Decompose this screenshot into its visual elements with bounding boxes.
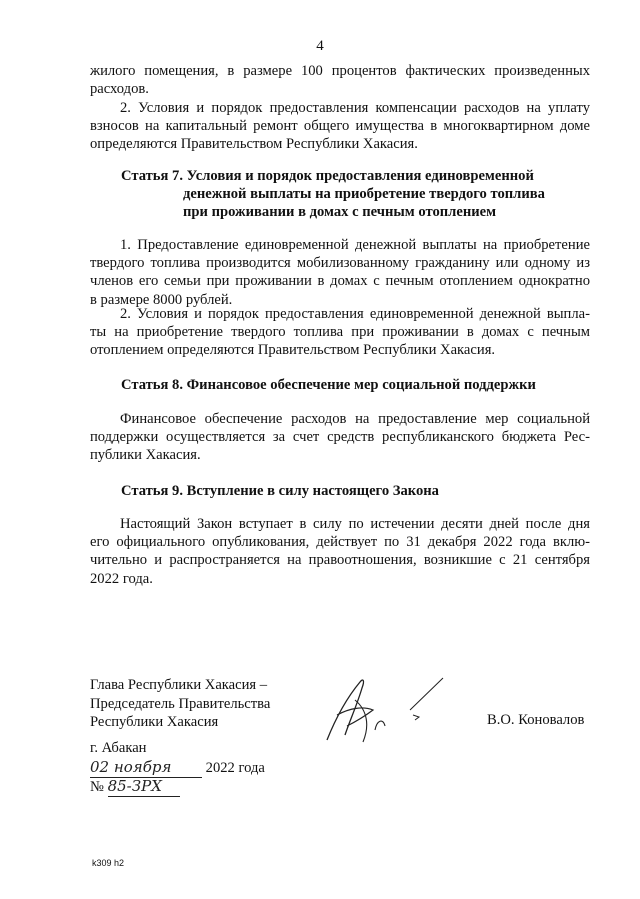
heading-line: при проживании в домах с печным отоплением (183, 204, 497, 221)
text-line: определяются Правительством Республики Хакасия. (90, 136, 418, 153)
paragraph-compensation-conditions (90, 99, 590, 154)
text-line: 2022 года. (90, 570, 153, 587)
place-of-signing: г. Абакан (90, 740, 147, 756)
text-line: 2. Условия и порядок предоставления единовременной денежной выпла- (120, 306, 590, 322)
text-line: публики Хакасия. (90, 447, 201, 464)
handwritten-number: 85-ЗРХ (107, 777, 162, 795)
heading-line: Статья 7. Условия и порядок предоставления единовременной (121, 168, 534, 184)
text-line: чительно и распространяется на правоотношения, возникшие с 21 сентября (90, 552, 590, 569)
handwritten-signature (315, 660, 455, 750)
article-8-paragraph (90, 410, 590, 465)
page-number: 4 (316, 38, 324, 54)
text-line: Настоящий Закон вступает в силу по истечении десяти дней после дня (120, 516, 590, 532)
text-line: 1. Предоставление единовременной денежной выплаты на приобретение (120, 237, 590, 253)
text-line: отоплением определяются Правительством Республики Хакасия. (90, 342, 496, 359)
heading-line: Статья 9. Вступление в силу настоящего Закона (121, 483, 439, 499)
date-underline (90, 758, 202, 778)
paragraph-continuation (90, 62, 590, 98)
text-line: в размере 8000 рублей. (90, 291, 233, 308)
date-year: 2022 года (205, 760, 265, 776)
text-line: ты на приобретение твердого топлива при проживании в домах с печным (90, 324, 590, 341)
text-line: Финансовое обеспечение расходов на предоставление мер социальной (120, 411, 590, 427)
number-underline (108, 777, 180, 797)
article-7-paragraph-2 (90, 305, 590, 360)
signatory-name: В.О. Коновалов (487, 712, 585, 728)
heading-line: Статья 8. Финансовое обеспечение мер социальной поддержки (121, 377, 536, 393)
text-line: взносов на капитальный ремонт общего имущества в многоквартирном доме (90, 118, 590, 135)
text-line: поддержки осуществляется за счет средств республиканского бюджета Рес- (90, 429, 590, 446)
signatory-position (90, 676, 270, 732)
text-line: 2. Условия и порядок предоставления компенсации расходов на уплату (120, 100, 590, 116)
article-9-title (121, 482, 591, 500)
handwritten-date: 02 ноября (90, 758, 172, 776)
signing-date (90, 758, 265, 778)
article-7-paragraph-1 (90, 236, 590, 309)
law-number (90, 777, 180, 797)
text-line: расходов. (90, 81, 149, 98)
position-line: Республики Хакасия (90, 714, 219, 731)
position-line: Глава Республики Хакасия – (90, 677, 268, 693)
heading-line: денежной выплаты на приобретение твердого топлива (183, 186, 545, 203)
article-7-title (121, 167, 591, 222)
text-line: его официального опубликования, действует по 31 декабря 2022 года вклю- (90, 534, 590, 551)
article-9-paragraph (90, 515, 590, 588)
text-line: членов его семьи при проживании в домах с печным отоплением однократно (90, 273, 590, 290)
text-line: жилого помещения, в размере 100 процентов фактических произведенных (90, 63, 590, 79)
article-8-title (121, 376, 591, 394)
text-line: твердого топлива производится мобилизованному гражданину или одному из (90, 255, 590, 272)
position-line: Председатель Правительства (90, 695, 271, 712)
number-sign: № (90, 779, 104, 795)
footer-code: k309 h2 (92, 858, 125, 868)
